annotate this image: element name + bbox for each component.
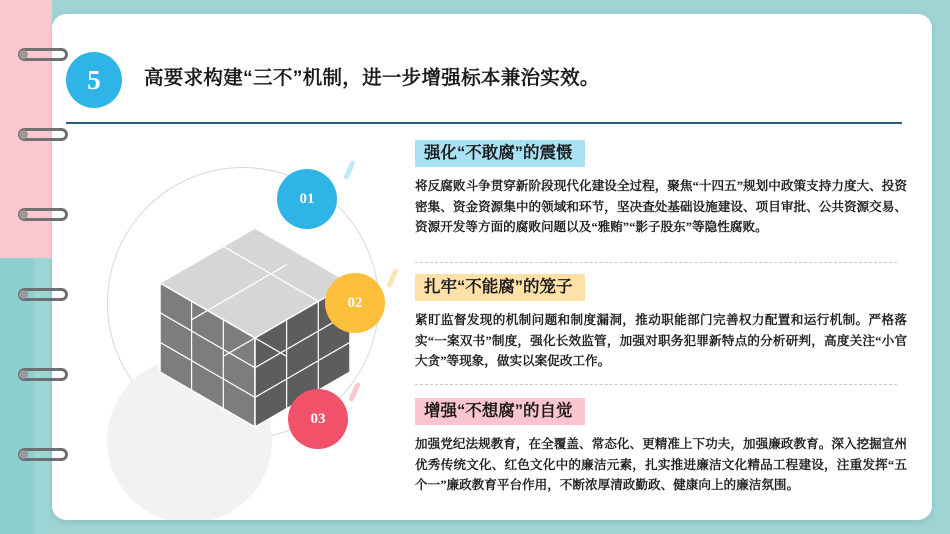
decor-tick-blue — [343, 160, 356, 180]
content-block-2-title: 扎牢“不能腐”的笼子 — [415, 274, 585, 301]
decor-tick-yellow — [386, 268, 399, 288]
section-number-badge: 5 — [66, 52, 122, 108]
content-block-3-body: 加强党纪法规教育，在全覆盖、常态化、更精准上下功夫，加强廉政教育。深入挖掘宣州优秀传统文化、红色文化中的廉洁元素，扎实推进廉洁文化精品工程建设，注重发挥“五个一”廉政教育平台作用，不断浓厚清政勤政、健康向上的廉洁氛围。 — [415, 437, 907, 492]
content-block-2 — [415, 274, 907, 371]
binding-ring — [18, 208, 68, 221]
content-block-1 — [415, 140, 907, 237]
content-block-3-title: 增强“不想腐”的自觉 — [415, 398, 585, 425]
content-divider-2 — [415, 384, 897, 385]
binding-ring — [18, 128, 68, 141]
notebook-page — [52, 14, 932, 520]
step-badge-02: 02 — [325, 273, 385, 333]
page-title: 高要求构建“三不”机制，进一步增强标本兼治实效。 — [144, 67, 600, 89]
content-block-1-body: 将反腐败斗争贯穿新阶段现代化建设全过程，聚焦“十四五”规划中政策支持力度大、投资密集、资金资源集中的领域和环节，坚决查处基础设施建设、项目审批、公共资源交易、资源开发等方面的腐败问题以及“雅贿”“影子股东”等隐性腐败。 — [415, 179, 907, 234]
content-block-1-title: 强化“不敢腐”的震慑 — [415, 140, 585, 167]
step-badge-01: 01 — [277, 169, 337, 229]
content-block-3 — [415, 398, 907, 495]
content-divider-1 — [415, 262, 897, 263]
content-block-2-body: 紧盯监督发现的机制问题和制度漏洞，推动职能部门完善权力配置和运行机制。严格落实“一案双书”制度，强化长效监管，加强对职务犯罪新特点的分析研判，高度关注“小官大贪”等现象，做实以案促改工作。 — [415, 313, 907, 368]
binding-ring — [18, 288, 68, 301]
binding-ring — [18, 448, 68, 461]
title-divider — [66, 122, 902, 124]
binding-ring — [18, 48, 68, 61]
binding-ring — [18, 368, 68, 381]
step-badge-03: 03 — [288, 389, 348, 449]
